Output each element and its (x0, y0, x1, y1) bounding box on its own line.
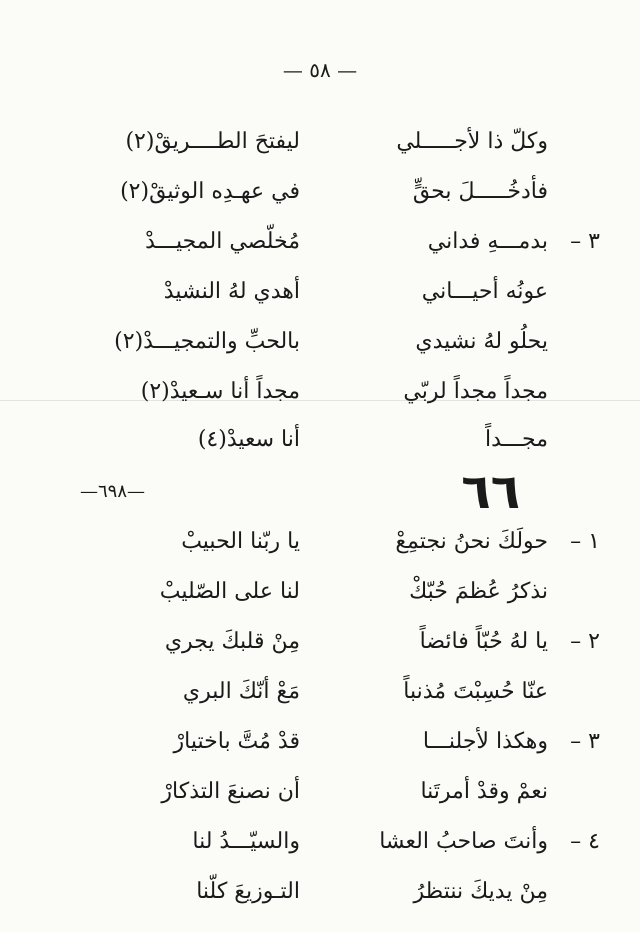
first-hemistich: وهكذا لأجلنـــا (422, 729, 548, 754)
verse-line (40, 722, 600, 762)
second-hemistich: قدْ مُتَّ باختيارْ (173, 729, 300, 754)
first-hemistich: بدمـــهِ فداني (427, 229, 548, 254)
second-hemistich: مَعْ أنّكَ البري (182, 679, 300, 704)
verse-line (40, 322, 600, 362)
second-hemistich: مجداً أنا سـعيدْ(٢) (140, 379, 300, 404)
second-hemistich: يا ربّنا الحبيبْ (181, 529, 300, 554)
hymn-number: ٦٦ (461, 464, 520, 520)
verse-line (40, 272, 600, 312)
verse-number: ٢ – (570, 629, 600, 654)
verse-line (40, 872, 600, 912)
second-hemistich: في عهـدِه الوثيقْ(٢) (120, 179, 300, 204)
second-hemistich: أنا سعيدْ(٤) (197, 427, 300, 452)
first-hemistich: نذكرُ عُظمَ حُبّكْ (409, 579, 548, 604)
first-hemistich: حولَكَ نحنُ نجتمِعْ (395, 529, 548, 554)
verse-line (40, 172, 600, 212)
second-hemistich: والسيّـــدُ لنا (192, 829, 300, 854)
verse-number: ٣ – (570, 729, 600, 754)
first-hemistich: عونُه أحيـــاني (421, 279, 548, 304)
second-hemistich: أن نصنعَ التذكارْ (161, 779, 300, 804)
verse-line (40, 372, 600, 412)
first-hemistich: يحلُو لهُ نشيدي (415, 329, 548, 354)
hymn-reference: —٦٩٨— (80, 481, 146, 502)
second-hemistich: لنا على الصّليبْ (159, 579, 300, 604)
first-hemistich: فأدخُـــــلَ بحقٍّ (412, 179, 548, 204)
second-hemistich: بالحبِّ والتمجيـــدْ(٢) (114, 329, 300, 354)
verse-line (40, 522, 600, 562)
first-hemistich: مجداً مجداً لربّي (403, 379, 548, 404)
verse-line (40, 822, 600, 862)
second-hemistich: التـوزيعَ كلّنا (196, 879, 300, 904)
page-number: — ٥٨ — (282, 58, 358, 82)
first-hemistich: وأنتَ صاحبُ العشا (379, 829, 548, 854)
second-hemistich: أهدي لهُ النشيدْ (163, 279, 300, 304)
first-hemistich: وكلّ ذا لأجـــــلي (396, 129, 548, 154)
first-hemistich: عنّا حُسِبْتَ مُذنباً (403, 679, 548, 704)
verse-line (40, 772, 600, 812)
first-hemistich: يا لهُ حُبّاً فائضاً (419, 629, 548, 654)
verse-number: ٤ – (570, 829, 600, 854)
verse-line (40, 622, 600, 662)
second-hemistich: مُخلّصي المجيـــدْ (145, 229, 300, 254)
verse-line (40, 222, 600, 262)
first-hemistich: نعمْ وقدْ أمرتَنا (420, 779, 548, 804)
second-hemistich: مِنْ قلبكَ يجري (164, 629, 300, 654)
first-hemistich: مجـــداً (485, 427, 548, 452)
verse-number: ٣ – (570, 229, 600, 254)
verse-line (40, 122, 600, 162)
verse-number: ١ – (570, 529, 600, 554)
hymn-header (80, 464, 520, 520)
verse-line (40, 572, 600, 612)
verse-line (40, 420, 600, 460)
second-hemistich: ليفتحَ الطــــريقْ(٢) (125, 129, 300, 154)
first-hemistich: مِنْ يديكَ ننتظرُ (413, 879, 548, 904)
verse-line (40, 672, 600, 712)
